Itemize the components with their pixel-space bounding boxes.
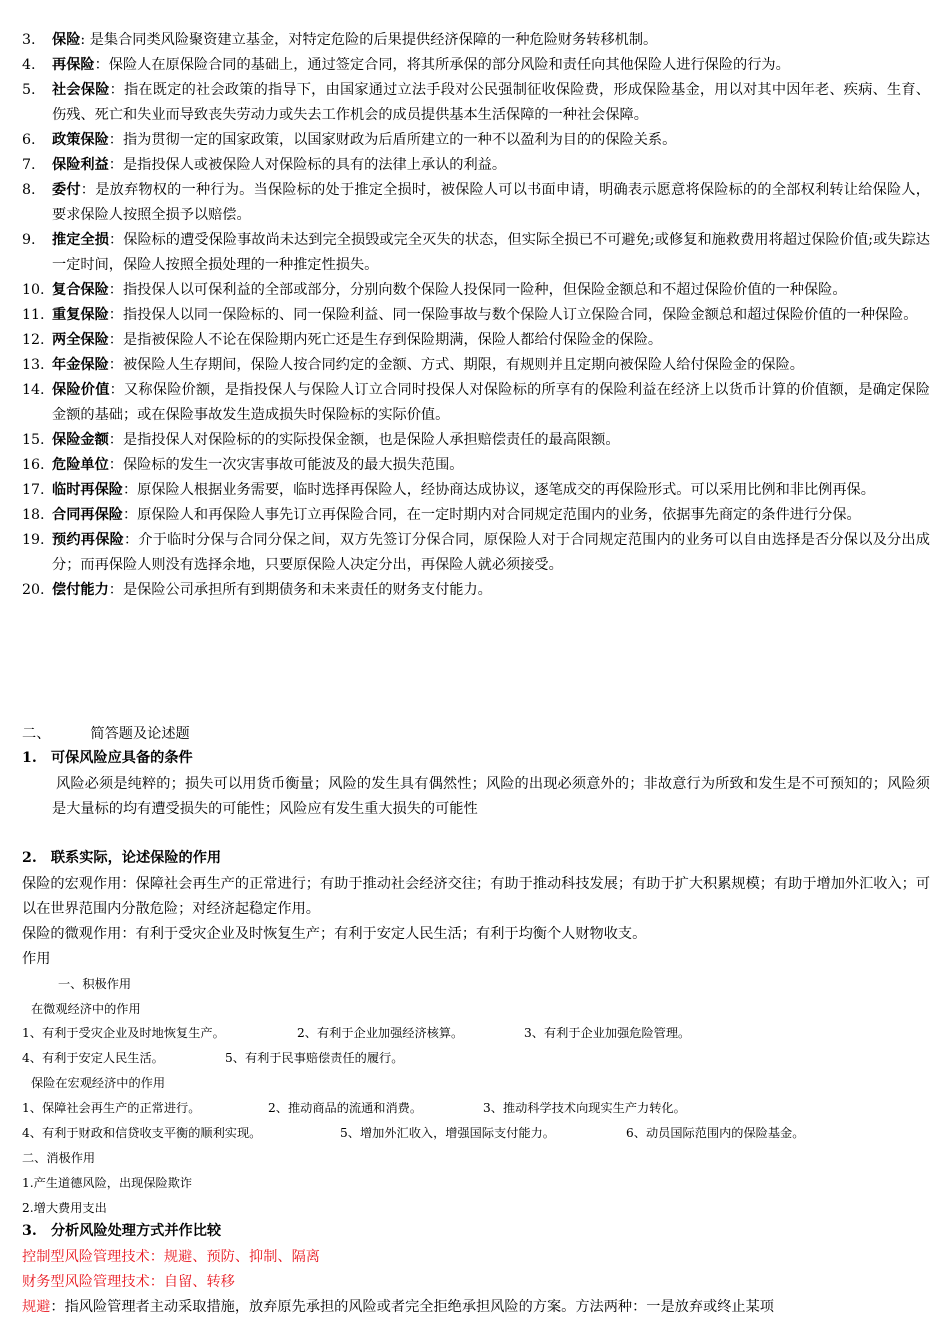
definition: 被保险人生存期间，保险人按合同约定的金额、方式、期限，有规则并且定期向被保险人给付保险金的保险。 <box>122 357 804 373</box>
term: 再保险 <box>52 57 95 73</box>
list-item: 2.增大费用支出 <box>22 1201 107 1215</box>
list-item: 1、保障社会再生产的正常进行。 <box>22 1101 201 1115</box>
paragraph: 保险的宏观作用：保障社会再生产的正常进行；有助于推动社会经济交往；有助于推动科技发展；有助于扩大积累规模；有助于增加外汇收入；可以在世界范围内分散危险；对经济起稳定作用。 <box>22 876 931 917</box>
list-item: 5、增加外汇收入，增强国际支付能力。 <box>340 1126 555 1140</box>
highlighted-text: 财务型风险管理技术：自留、转移 <box>22 1274 235 1290</box>
definition: 是放弃物权的一种行为。当保险标的处于推定全损时，被保险人可以书面申请，明确表示愿意将保险标的的全部权利转让给保险人，要求保险人按照全损予以赔偿。 <box>52 182 930 223</box>
term: 保险 <box>52 32 81 48</box>
definition: 介于临时分保与合同分保之间，双方先签订分保合同，原保险人对于合同规定范围内的业务可以自由选择是否分保以及分出成分；而再保险人则没有选择余地，只要原保险人决定分出，再保险人就必须接受。 <box>52 532 930 573</box>
definition: 又称保险价额，是指投保人与保险人订立合同时投保人对保险标的所享有的保险利益在经济上以货币计算的价值额，是确定保险金额的基础；或在保险事故发生造成损失时保险标的实际价值。 <box>52 382 930 423</box>
definition: 保险标的发生一次灾害事故可能波及的最大损失范围。 <box>122 457 464 473</box>
list-item: 11. 重复保险：指投保人以同一保险标的、同一保险利益、同一保险事故与数个保险人订立保险合同，保险金额总和超过保险价值的一种保险。 <box>22 307 918 323</box>
question-heading: 1. 可保风险应具备的条件 <box>22 750 193 766</box>
list-item: 7. 保险利益：是指投保人或被保险人对保险标的具有的法律上承认的利益。 <box>22 157 507 173</box>
list-item: 2、有利于企业加强经济核算。 <box>297 1026 464 1040</box>
subheading: 保险在宏观经济中的作用 <box>31 1076 166 1090</box>
list-item: 4、有利于安定人民生活。 <box>22 1051 164 1065</box>
answer-text: 风险必须是纯粹的；损失可以用货币衡量；风险的发生具有偶然性；风险的出现必须意外的；非故意行为所致和发生是不可预知的；风险须是大量标的均有遭受损失的可能性；风险应有发生重大损失的可能性 <box>52 776 930 817</box>
list-item: 4. 再保险：保险人在原保险合同的基础上，通过签定合同，将其所承保的部分风险和责任向其他保险人进行保险的行为。 <box>22 57 790 73</box>
list-item: 5、有利于民事赔偿责任的履行。 <box>225 1051 404 1065</box>
list-item: 3、有利于企业加强危险管理。 <box>524 1026 691 1040</box>
list-item: 14. 保险价值：又称保险价额，是指投保人与保险人订立合同时投保人对保险标的所享有的保险利益在经济上以货币计算的价值额，是确定保险金额的基础；或在保险事故发生造成损失时保险标的实际价值。 <box>22 382 930 423</box>
subheading: 二、消极作用 <box>22 1151 96 1165</box>
definition: 是保险公司承担所有到期债务和未来责任的财务支付能力。 <box>122 582 492 598</box>
list-item: 5. 社会保险：指在既定的社会政策的指导下，由国家通过立法手段对公民强制征收保险费，形成保险基金，用以对其中因年老、疾病、生育、伤残、死亡和失业而导致丧失劳动力或失去工作机会的成员提供基本生活保障的一种社会保障。 <box>22 82 930 123</box>
definition: 是指投保人或被保险人对保险标的具有的法律上承认的利益。 <box>122 157 507 173</box>
paragraph: 保险的微观作用：有利于受灾企业及时恢复生产；有利于安定人民生活；有利于均衡个人财物收支。 <box>22 926 647 942</box>
definition: 指投保人以可保利益的全部或部分，分别向数个保险人投保同一险种，但保险金额总和不超过保险价值的一种保险。 <box>122 282 847 298</box>
paragraph: 规避：指风险管理者主动采取措施，放弃原先承担的风险或者完全拒绝承担风险的方案。方法两种：一是放弃或终止某项 <box>22 1299 774 1315</box>
definition: 原保险人根据业务需要，临时选择再保险人，经协商达成协议，逐笔成交的再保险形式。可以采用比例和非比例再保。 <box>137 482 875 498</box>
term: 委付 <box>52 182 81 198</box>
term: 保险价值 <box>52 382 110 398</box>
list-item: 9. 推定全损：保险标的遭受保险事故尚未达到完全损毁或完全灭失的状态，但实际全损已不可避免;或修复和施救费用将超过保险价值;或失踪达一定时间，保险人按照全损处理的一种推定性损失。 <box>22 232 930 273</box>
term: 两全保险 <box>52 332 109 348</box>
term: 保险利益 <box>52 157 109 173</box>
term: 年金保险 <box>52 357 109 373</box>
list-item: 12. 两全保险：是指被保险人不论在保险期内死亡还是生存到保险期满，保险人都给付保险金的保险。 <box>22 332 663 348</box>
list-item: 19. 预约再保险：介于临时分保与合同分保之间，双方先签订分保合同，原保险人对于合同规定范围内的业务可以自由选择是否分保以及分出成分；而再保险人则没有选择余地，只要原保险人决定分出，再保险人就必须接受。 <box>22 532 930 573</box>
term: 社会保险 <box>52 82 110 98</box>
list-item: 1.产生道德风险，出现保险欺诈 <box>22 1176 193 1190</box>
definition: 原保险人和再保险人事先订立再保险合同，在一定时期内对合同规定范围内的业务，依据事先商定的条件进行分保。 <box>137 507 861 523</box>
list-item: 2、推动商品的流通和消费。 <box>268 1101 423 1115</box>
question-heading: 2. 联系实际，论述保险的作用 <box>22 850 222 866</box>
term: 重复保险 <box>52 307 109 323</box>
term: 合同再保险 <box>52 507 123 523</box>
list-item: 8. 委付：是放弃物权的一种行为。当保险标的处于推定全损时，被保险人可以书面申请，明确表示愿意将保险标的的全部权利转让给保险人，要求保险人按照全损予以赔偿。 <box>22 182 930 223</box>
definition: 指在既定的社会政策的指导下，由国家通过立法手段对公民强制征收保险费，形成保险基金，用以对其中因年老、疾病、生育、伤残、死亡和失业而导致丧失劳动力或失去工作机会的成员提供基本生活保障的一种社会保障。 <box>52 82 930 123</box>
list-item: 10. 复合保险：指投保人以可保利益的全部或部分，分别向数个保险人投保同一险种，但保险金额总和不超过保险价值的一种保险。 <box>22 282 847 298</box>
definition: 指投保人以同一保险标的、同一保险利益、同一保险事故与数个保险人订立保险合同，保险金额总和超过保险价值的一种保险。 <box>122 307 918 323</box>
term: 保险金额 <box>52 432 109 448</box>
list-item: 6、动员国际范围内的保险基金。 <box>626 1126 805 1140</box>
list-item: 1、有利于受灾企业及时地恢复生产。 <box>22 1026 225 1040</box>
definition: 是集合同类风险聚资建立基金，对特定危险的后果提供经济保障的一种危险财务转移机制。 <box>89 32 658 48</box>
list-item: 3、推动科学技术向现实生产力转化。 <box>483 1101 686 1115</box>
term: 规避 <box>22 1299 51 1315</box>
term: 临时再保险 <box>52 482 123 498</box>
subheading: 一、积极作用 <box>58 977 132 991</box>
term: 推定全损 <box>52 232 109 248</box>
list-item: 20. 偿付能力：是保险公司承担所有到期债务和未来责任的财务支付能力。 <box>22 582 492 598</box>
term: 危险单位 <box>52 457 109 473</box>
definitions-list <box>22 28 930 603</box>
list-item: 6. 政策保险：指为贯彻一定的国家政策，以国家财政为后盾所建立的一种不以盈利为目的的保险关系。 <box>22 132 677 148</box>
list-item: 17. 临时再保险：原保险人根据业务需要，临时选择再保险人，经协商达成协议，逐笔成交的再保险形式。可以采用比例和非比例再保。 <box>22 482 875 498</box>
definition: 保险人在原保险合同的基础上，通过签定合同，将其所承保的部分风险和责任向其他保险人进行保险的行为。 <box>108 57 790 73</box>
paragraph: 作用 <box>22 951 51 967</box>
question-heading: 3. 分析风险处理方式并作比较 <box>22 1223 222 1239</box>
definition: 是指被保险人不论在保险期内死亡还是生存到保险期满，保险人都给付保险金的保险。 <box>122 332 663 348</box>
subheading: 在微观经济中的作用 <box>31 1002 141 1016</box>
section-heading: 二、 简答题及论述题 <box>22 726 190 742</box>
list-item: 16. 危险单位：保险标的发生一次灾害事故可能波及的最大损失范围。 <box>22 457 464 473</box>
term: 偿付能力 <box>52 582 109 598</box>
list-item: 13. 年金保险：被保险人生存期间，保险人按合同约定的金额、方式、期限，有规则并且定期向被保险人给付保险金的保险。 <box>22 357 804 373</box>
list-item: 15. 保险金额：是指投保人对保险标的的实际投保金额，也是保险人承担赔偿责任的最高限额。 <box>22 432 620 448</box>
definition: 是指投保人对保险标的的实际投保金额，也是保险人承担赔偿责任的最高限额。 <box>122 432 620 448</box>
list-item: 3. 保险: 是集合同类风险聚资建立基金，对特定危险的后果提供经济保障的一种危险财务转移机制。 <box>22 32 658 48</box>
term: 预约再保险 <box>52 532 124 548</box>
list-item: 4、有利于财政和信贷收支平衡的顺利实现。 <box>22 1126 262 1140</box>
definition: 指为贯彻一定的国家政策，以国家财政为后盾所建立的一种不以盈利为目的的保险关系。 <box>122 132 677 148</box>
term: 复合保险 <box>52 282 109 298</box>
highlighted-text: 控制型风险管理技术：规避、预防、抑制、隔离 <box>22 1249 320 1265</box>
term: 政策保险 <box>52 132 109 148</box>
list-item: 18. 合同再保险：原保险人和再保险人事先订立再保险合同，在一定时期内对合同规定范围内的业务，依据事先商定的条件进行分保。 <box>22 507 861 523</box>
definition: 保险标的遭受保险事故尚未达到完全损毁或完全灭失的状态，但实际全损已不可避免;或修复和施救费用将超过保险价值;或失踪达一定时间，保险人按照全损处理的一种推定性损失。 <box>52 232 930 273</box>
